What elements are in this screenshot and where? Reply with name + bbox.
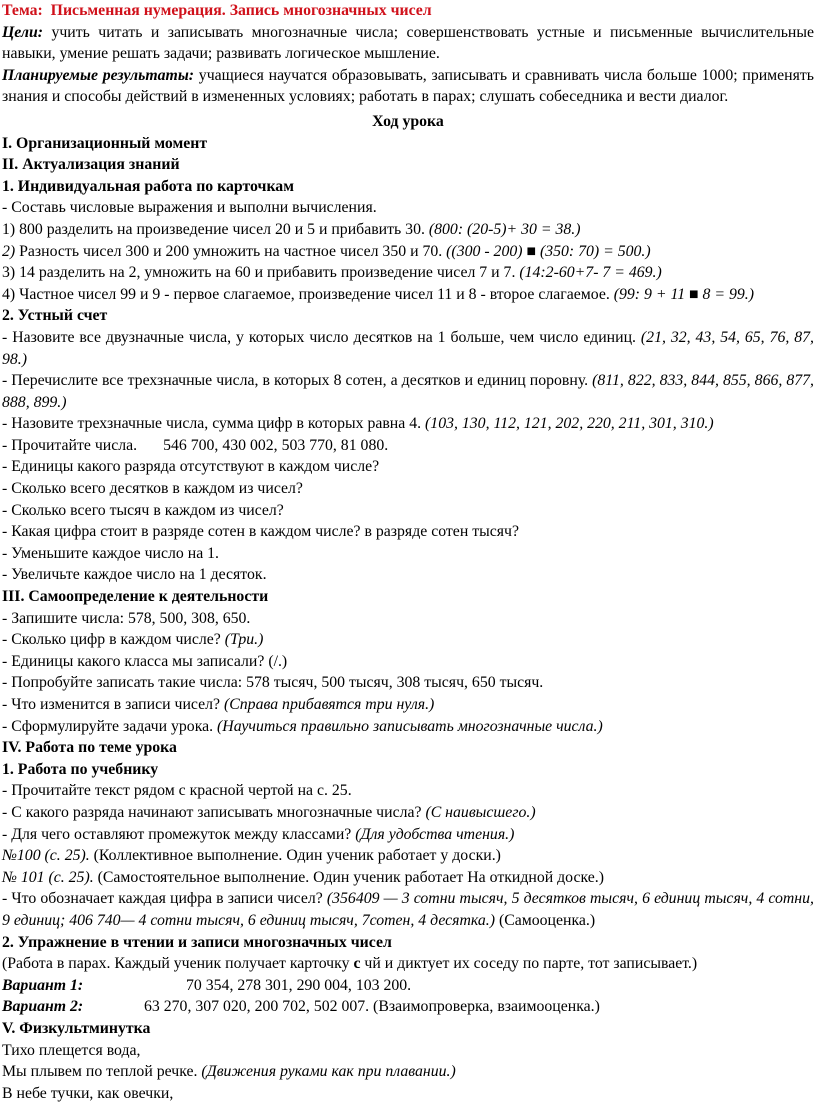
textbook-item: - Для чего оставляют промежуток между классами? (Для удобства чтения.): [2, 825, 515, 843]
self-item: - Единицы какого класса мы записали? (/.): [2, 652, 288, 670]
poem-line: В небе тучки, как овечки,: [2, 1084, 174, 1102]
poem-line: Тихо плещется вода,: [2, 1041, 141, 1059]
oral-item: - Назовите трехзначные числа, сумма цифр в которых равна 4. (103, 130, 112, 121, 202, 220, 211, 301, 310.): [2, 415, 714, 433]
oral-item: - Увеличьте каждое число на 1 десяток.: [2, 566, 267, 584]
self-item: - Сколько цифр в каждом числе? (Три.): [2, 631, 264, 649]
subsection-textbook: 1. Работа по учебнику: [2, 760, 159, 778]
subsection-oral: 2. Устный счет: [2, 307, 108, 325]
topic-label: Тема:: [2, 2, 43, 19]
textbook-item: - Прочитайте текст рядом с красной чертой на с. 25.: [2, 782, 352, 800]
variant-2: Вариант 2: 63 270, 307 020, 200 702, 502 007. (Взаимопроверка, взаимооценка.): [2, 998, 600, 1016]
section-2-title: II. Актуализация знаний: [2, 156, 180, 174]
results-label: Планируемые результаты:: [2, 66, 195, 84]
section-3-title: III. Самоопределение к деятельности: [2, 588, 269, 606]
task-line: - Составь числовые выражения и выполни вычисления.: [2, 199, 377, 217]
self-item: - Сформулируйте задачи урока. (Научиться правильно записывать многозначные числа.): [2, 717, 603, 735]
textbook-item: - Что обозначает каждая цифра в записи чисел? (356409 — 3 сотни тысяч, 5 десятков тысяч, 6 единиц тысяч, 4 сотни, 9 единиц; 406 740— 4 сотни тысяч, 6 единиц тысяч, 7сотен, 4 десятка.) (Самооценка.): [2, 890, 814, 929]
goals-paragraph: [2, 22, 814, 65]
calc-item-2: 2) Разность чисел 300 и 200 умножить на частное чисел 350 и 70. ((300 - 200) ■ (350: 70) = 500.): [2, 242, 651, 260]
subsection-cards: 1. Индивидуальная работа по карточкам: [2, 177, 294, 195]
textbook-item: №100 (с. 25). (Коллективное выполнение. Один ученик работает у доски.): [2, 847, 501, 865]
oral-item: - Сколько всего десятков в каждом из чисел?: [2, 480, 303, 498]
section-1-title: I. Организационный момент: [2, 134, 208, 152]
results-paragraph: [2, 65, 814, 108]
section-5-title: V. Физкультминутка: [2, 1019, 151, 1037]
goals-label: Цели:: [2, 23, 44, 41]
oral-item: - Какая цифра стоит в разряде сотен в каждом числе? в разряде сотен тысяч?: [2, 523, 519, 541]
textbook-item: - С какого разряда начинают записывать многозначные числа? (С наивысшего.): [2, 803, 536, 821]
subsection-reading: 2. Упражнение в чтении и записи многозначных чисел: [2, 933, 392, 951]
results-text: учащиеся научатся образовывать, записывать и сравнивать числа больше 1000; применять знания и способы действий в измененных условиях; работать в парах; слушать собеседника и вести диалог.: [2, 66, 814, 106]
topic-line: [2, 0, 814, 22]
oral-item: - Перечислите все трехзначные числа, в которых 8 сотен, а десятков и единиц поровну. (811, 822, 833, 844, 855, 866, 877, 888, 899.): [2, 372, 815, 411]
self-item: - Запишите числа: 578, 500, 308, 650.: [2, 609, 251, 627]
oral-item: - Единицы какого разряда отсутствуют в каждом числе?: [2, 458, 380, 476]
course-title: Ход урока: [372, 112, 444, 130]
oral-item: - Уменьшите каждое число на 1.: [2, 544, 220, 562]
variant-1: Вариант 1: 70 354, 278 301, 290 004, 103 200.: [2, 976, 412, 994]
topic-text: Письменная нумерация. Запись многозначных чисел: [50, 2, 432, 19]
textbook-item: № 101 (с. 25). (Самостоятельное выполнение. Один ученик работает На откидной доске.): [2, 868, 604, 886]
goals-text: учить читать и записывать многозначные числа; совершенствовать устные и письменные вычислительные навыки, умение решать задачи; развивать логическое мышление.: [2, 23, 814, 63]
oral-item: - Прочитайте числа. 546 700, 430 002, 503 770, 81 080.: [2, 436, 389, 454]
calc-item-1: 1) 800 разделить на произведение чисел 20 и 5 и прибавить 30. (800: (20-5)+ 30 = 38.): [2, 220, 581, 238]
oral-item: - Назовите все двузначные числа, у которых число десятков на 1 больше, чем число единиц. (21, 32, 43, 54, 65, 76, 87, 98.): [2, 328, 814, 368]
oral-item: - Сколько всего тысяч в каждом из чисел?: [2, 501, 284, 519]
section-4-title: IV. Работа по теме урока: [2, 739, 177, 757]
pair-work-note: (Работа в парах. Каждый ученик получает карточку с чй и диктует их соседу по парте, тот записывает.): [2, 955, 698, 973]
calc-item-3: 3) 14 разделить на 2, умножить на 60 и прибавить произведение чисел 7 и 7. (14:2-60+7- 7 = 469.): [2, 264, 662, 282]
calc-item-4: 4) Частное чисел 99 и 9 - первое слагаемое, произведение чисел 11 и 8 - второе слагаемое. (99: 9 + 11 ■ 8 = 99.): [2, 285, 755, 303]
poem-line: Мы плывем по теплой речке. (Движения руками как при плавании.): [2, 1063, 456, 1081]
self-item: - Попробуйте записать такие числа: 578 тысяч, 500 тысяч, 308 тысяч, 650 тысяч.: [2, 674, 544, 692]
self-item: - Что изменится в записи чисел? (Справа прибавятся три нуля.): [2, 696, 435, 713]
